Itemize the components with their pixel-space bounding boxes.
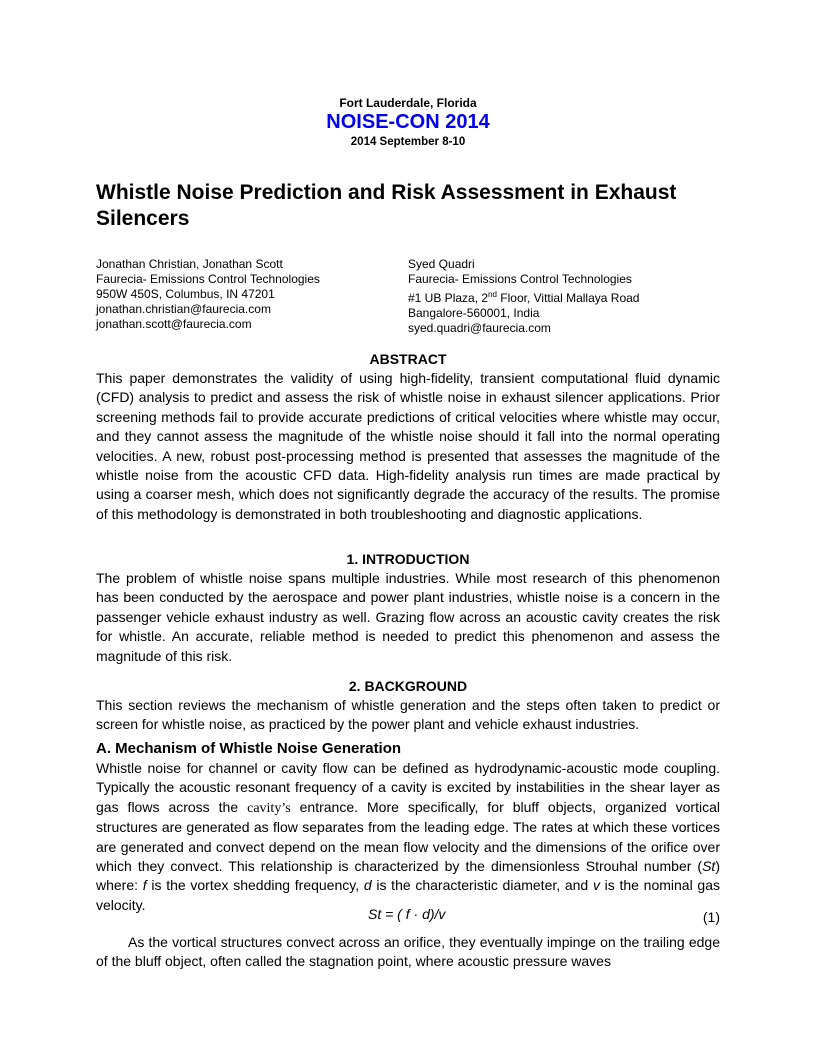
variable-st: St: [702, 858, 716, 875]
mechanism-paragraph: [96, 759, 720, 915]
author-address: [408, 287, 720, 306]
author-names: Jonathan Christian, Jonathan Scott: [96, 257, 283, 271]
author-names: Syed Quadri: [408, 257, 475, 271]
author-email: syed.quadri@faurecia.com: [408, 321, 551, 335]
text-run: Whistle noise for channel or cavity flow can be defined as hydrodynamic-acoustic mode coupling. Typically the acoustic resonant frequency of a cavity is excited by instabilities in the shear layer as gas flows across the: [96, 760, 720, 815]
introduction-text: The problem of whistle noise spans multiple industries. While most research of this phenomenon has been conducted by the aerospace and power plant industries, whistle noise is a concern in the passenger vehicle exhaust industry as well. Grazing flow across an acoustic cavity creates the risk for whistle. An accurate, reliable method is needed to predict this phenomenon and assess the magnitude of this risk.: [96, 570, 720, 664]
author-column-right: [408, 257, 720, 336]
author-address: 950W 450S, Columbus, IN 47201: [96, 287, 275, 301]
variable-f: f: [142, 877, 147, 894]
abstract-text: This paper demonstrates the validity of using high-fidelity, transient computational fluid dynamic (CFD) analysis to predict and assess the risk of whistle noise in exhaust silencer applications. Prior screening methods fail to provide accurate predictions of critical velocities where whistle may occur, and they cannot assess the magnitude of the whistle noise should it fall into the normal operating velocities. A new, robust post-processing method is presented that assesses the magnitude of the whistle noise from the acoustic CFD data. High-fidelity analysis run times are made practical by using a coarser mesh, which does not significantly degrade the accuracy of the results. The promise of this methodology is demonstrated in both troubleshooting and diagnostic applications.: [96, 370, 720, 522]
text-run: is the characteristic diameter, and: [371, 877, 593, 894]
address-part: #1 UB Plaza, 2: [408, 291, 489, 305]
conference-name: NOISE-CON 2014: [326, 111, 490, 133]
text-run: cavity’s: [247, 800, 291, 816]
conference-location: Fort Lauderdale, Florida: [339, 96, 477, 110]
mechanism-heading: A. Mechanism of Whistle Noise Generation: [96, 740, 402, 757]
abstract-heading: ABSTRACT: [369, 351, 447, 367]
background-text: This section reviews the mechanism of whistle generation and the steps often taken to predict or screen for whistle noise, as practiced by the power plant and vehicle exhaust industries.: [96, 697, 720, 733]
variable-d: d: [363, 877, 372, 894]
introduction-heading: 1. INTRODUCTION: [346, 551, 470, 567]
ordinal-suffix: nd: [488, 290, 497, 299]
conference-dates: 2014 September 8-10: [350, 136, 466, 148]
author-email: jonathan.christian@faurecia.com: [96, 302, 271, 316]
author-city: Bangalore-560001, India: [408, 306, 540, 320]
text-run: entrance. More specifically, for bluff objects, organized vortical structures are generated as flow separates from the leading edge. The rates at which these vortices are generated and convect depend on the mean flow velocity and the dimensions of the orifice over which they convect. This relationship is characterized by the dimensionless Strouhal number (: [96, 798, 720, 875]
author-affiliation: Faurecia- Emissions Control Technologies: [408, 272, 632, 286]
text-run: is the nominal gas velocity.: [96, 877, 720, 913]
mechanism-paragraph-2: As the vortical structures convect across an orifice, they eventually impinge on the trailing edge of the bluff object, often called the stagnation point, where acoustic pressure waves: [96, 934, 720, 970]
paper-title: Whistle Noise Prediction and Risk Assessment in Exhaust Silencers: [96, 181, 677, 230]
variable-v: v: [592, 877, 600, 894]
author-affiliation: Faurecia- Emissions Control Technologies: [96, 272, 320, 286]
strouhal-formula: St = ( f · d)/v: [368, 906, 446, 922]
equation-number: (1): [702, 909, 720, 925]
author-email: jonathan.scott@faurecia.com: [96, 317, 252, 331]
text-run: ) where:: [96, 858, 720, 894]
address-part: Floor, Vittial Mallaya Road: [496, 291, 640, 305]
author-column-left: [96, 257, 396, 332]
background-heading: 2. BACKGROUND: [348, 678, 468, 694]
text-run: is the vortex shedding frequency,: [146, 877, 364, 894]
